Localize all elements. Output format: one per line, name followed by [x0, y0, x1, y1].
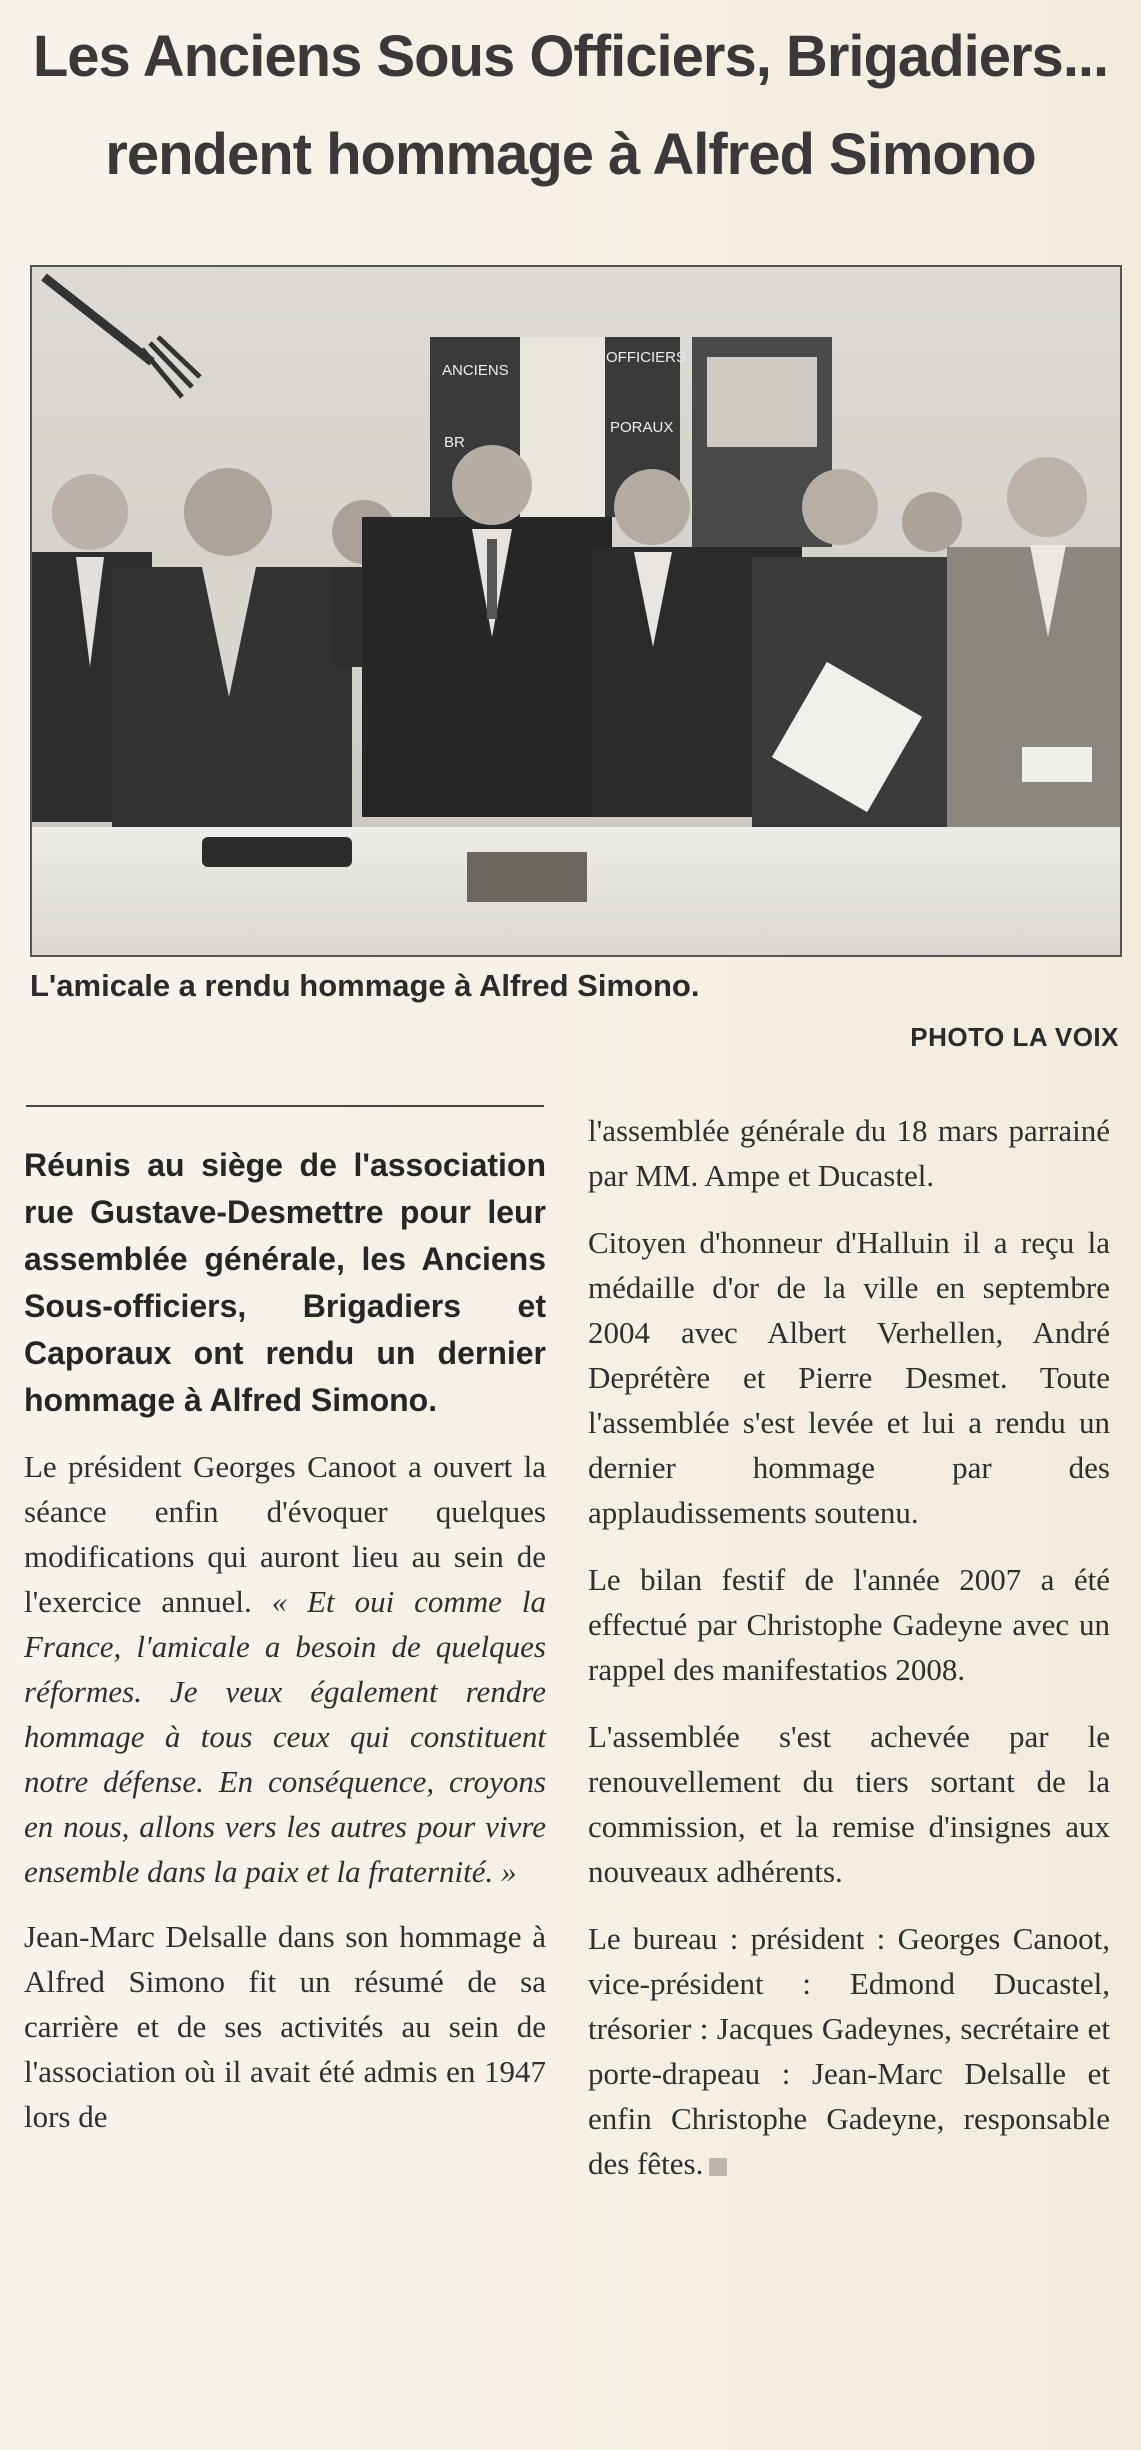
column-divider-rule — [26, 1105, 544, 1107]
banner-text-4: PORAUX — [610, 419, 674, 436]
article-column-left — [24, 1108, 546, 2139]
headline-line-1: Les Anciens Sous Officiers, Brigadiers... — [32, 24, 1109, 89]
article-paragraph-2: Jean-Marc Delsalle dans son hommage à Alfred Simono fit un résumé de sa carrière et de ses activités au sein de l'association où il avait été admis en 1947 lors de — [24, 1919, 546, 2134]
article-paragraph-1 — [24, 1444, 546, 1894]
article-paragraph-3: l'assemblée générale du 18 mars parrainé par MM. Ampe et Ducastel. — [588, 1113, 1110, 1193]
banner-text-1: ANCIENS — [442, 362, 509, 379]
photo-caption: L'amicale a rendu hommage à Alfred Simono. — [30, 968, 700, 1003]
end-of-article-mark — [709, 2158, 727, 2176]
article-photo — [30, 265, 1122, 957]
article-paragraph-7 — [588, 1916, 1110, 2186]
paragraph-1-quote: « Et oui comme la France, l'amicale a besoin de quelques réformes. Je veux également rendre hommage à tous ceux qui constituent notre défense. En conséquence, croyons en nous, allons vers les autres pour vivre ensemble dans la paix et la fraternité. » — [24, 1584, 546, 1889]
paragraph-1-intro: Le président Georges Canoot a ouvert la séance enfin d'évoquer quelques modifications qui auront lieu au sein de l'exercice annuel. — [24, 1449, 546, 1619]
paragraph-7-text: Le bureau : président : Georges Canoot, vice-président : Edmond Ducastel, trésorier : Jacques Gadeynes, secrétaire et porte-drapeau : Jean-Marc Delsalle et enfin Christophe Gadeyne, responsable des fêtes. — [588, 1921, 1110, 2181]
article-paragraph-5: Le bilan festif de l'année 2007 a été effectué par Christophe Gadeyne avec un rappel des manifestatios 2008. — [588, 1562, 1110, 1687]
banner-text-3: BR — [444, 434, 465, 451]
article-headline — [0, 8, 1141, 204]
photo-credit: PHOTO LA VOIX — [910, 1022, 1119, 1052]
headline-line-2: rendent hommage à Alfred Simono — [105, 122, 1036, 187]
article-paragraph-6: L'assemblée s'est achevée par le renouvellement du tiers sortant de la commission, et la remise d'insignes aux nouveaux adhérents. — [588, 1719, 1110, 1889]
article-column-right — [588, 1108, 1110, 2186]
banner-text-2: OFFICIERS — [606, 349, 687, 366]
article-paragraph-4: Citoyen d'honneur d'Halluin il a reçu la médaille d'or de la ville en septembre 2004 avec Albert Verhellen, André Deprétère et Pierre Desmet. Toute l'assemblée s'est levée et lui a rendu un dernier hommage par des applaudissements soutenu. — [588, 1225, 1110, 1530]
article-lead: Réunis au siège de l'association rue Gustave-Desmettre pour leur assemblée générale, les Anciens Sous-officiers, Brigadiers et Caporaux ont rendu un dernier hommage à Alfred Simono. — [24, 1147, 546, 1418]
